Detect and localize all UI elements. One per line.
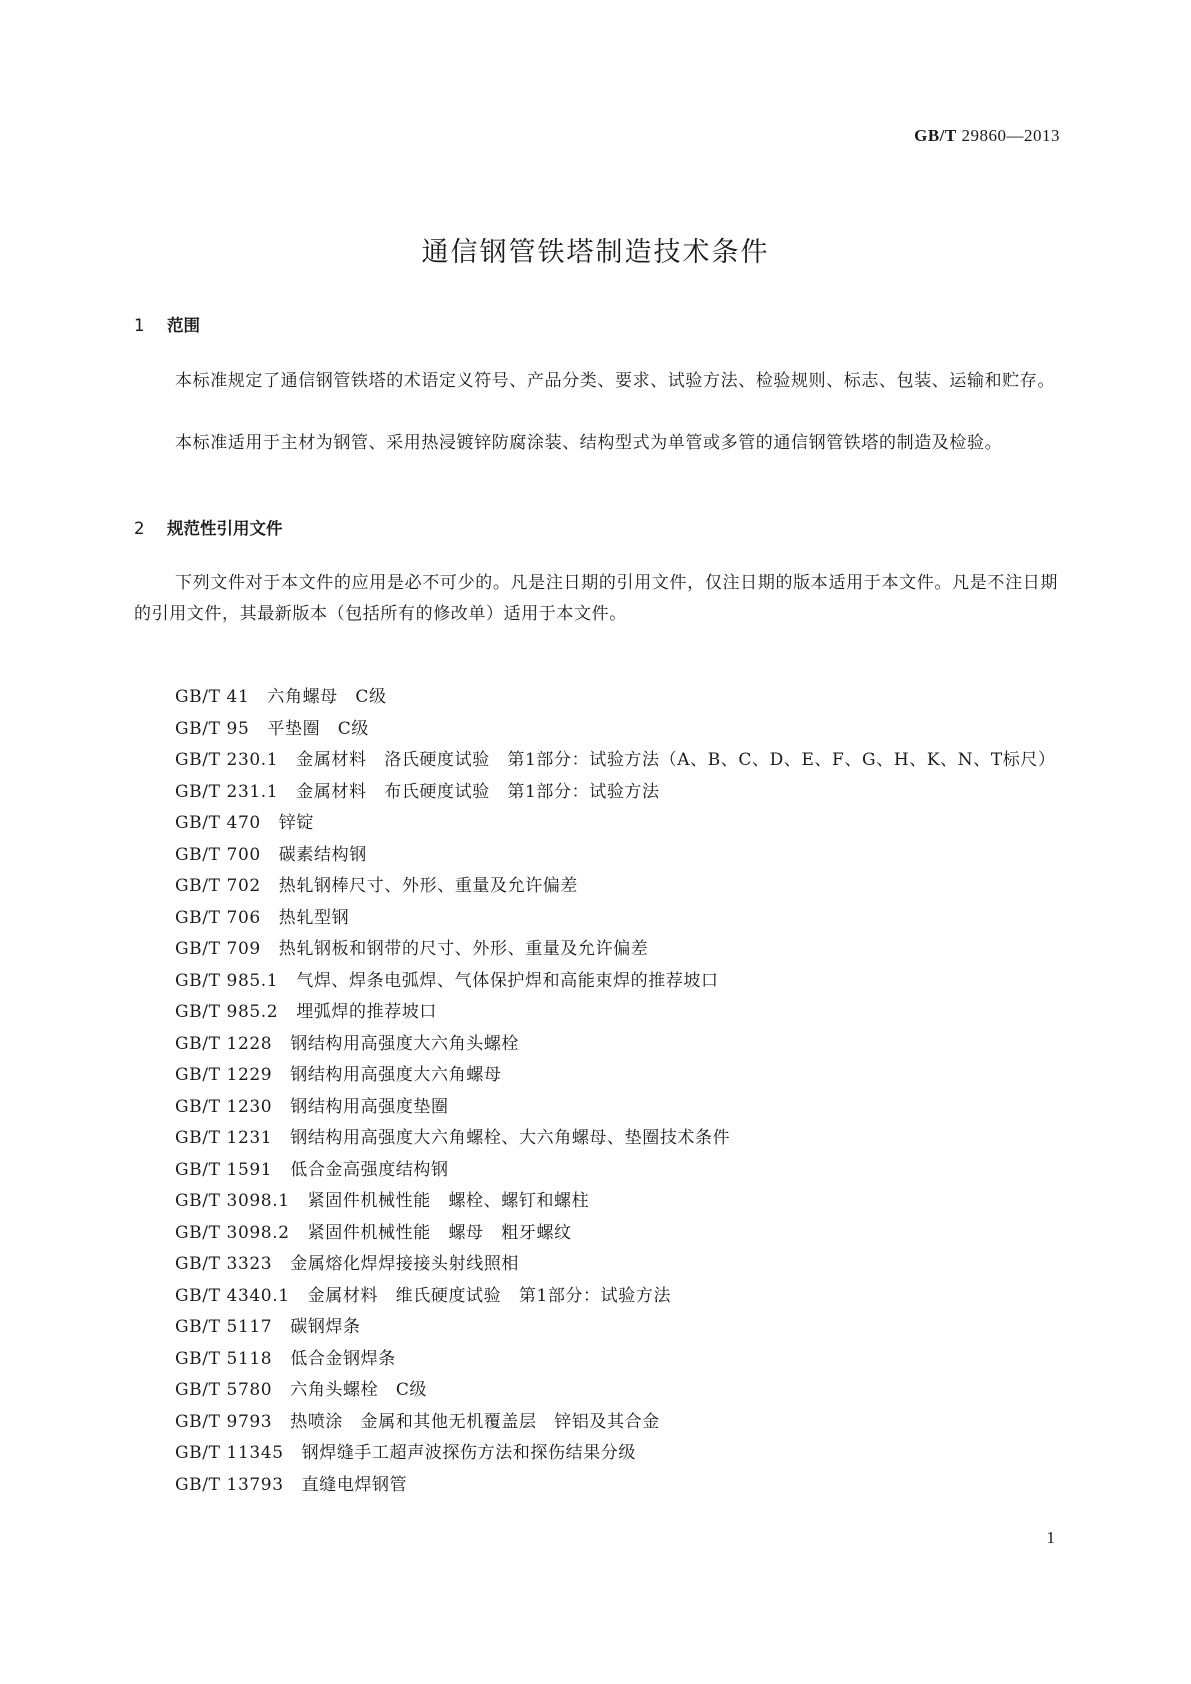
reference-item (134, 1281, 1058, 1313)
reference-item (134, 1060, 1058, 1092)
normative-references-list (134, 682, 1058, 1501)
reference-title: 锌锭 (278, 813, 314, 833)
reference-code: GB/T 700 (175, 844, 261, 865)
section-1-paragraph-2: 本标准适用于主材为钢管、采用热浸镀锌防腐涂装、结构型式为单管或多管的通信钢管铁塔的制造及检验。 (175, 433, 1003, 453)
reference-title: 钢结构用高强度垫圈 (290, 1096, 449, 1117)
reference-title: 热喷涂 金属和其他无机覆盖层 锌铝及其合金 (290, 1411, 660, 1432)
reference-code: GB/T 5118 (175, 1348, 273, 1369)
reference-title: 钢焊缝手工超声波探伤方法和探伤结果分级 (301, 1443, 637, 1463)
reference-title: 碳钢焊条 (290, 1317, 361, 1337)
reference-code: GB/T 95 (175, 718, 250, 739)
section-title: 范围 (167, 316, 200, 335)
reference-code: GB/T 1229 (175, 1065, 273, 1085)
reference-title: 直缝电焊钢管 (301, 1474, 408, 1495)
reference-item (134, 1092, 1058, 1124)
reference-code: GB/T 230.1 (175, 750, 279, 770)
reference-code: GB/T 231.1 (175, 781, 279, 802)
reference-code: GB/T 3098.2 (175, 1222, 290, 1243)
reference-item (134, 840, 1058, 872)
reference-title: 紧固件机械性能 螺母 粗牙螺纹 (307, 1222, 572, 1243)
document-title: 通信钢管铁塔制造技术条件 (421, 237, 770, 268)
reference-code: GB/T 13793 (175, 1474, 284, 1495)
reference-item (134, 1155, 1058, 1187)
section-number: 1 (134, 316, 145, 335)
reference-title: 六角头螺栓 C级 (290, 1380, 428, 1400)
reference-item (134, 1344, 1058, 1376)
reference-item (134, 1029, 1058, 1061)
reference-code: GB/T 3323 (175, 1254, 273, 1274)
section-2-paragraph-1: 下列文件对于本文件的应用是必不可少的。凡是注日期的引用文件，仅注日期的版本适用于本文件。凡是不注日期的引用文件，其最新版本（包括所有的修改单）适用于本文件。 (134, 573, 1058, 624)
reference-item (134, 1375, 1058, 1407)
reference-code: GB/T 3098.1 (175, 1191, 290, 1211)
reference-title: 低合金高强度结构钢 (290, 1159, 449, 1180)
reference-code: GB/T 1591 (175, 1159, 273, 1180)
reference-code: GB/T 470 (175, 813, 261, 833)
section-number: 2 (134, 519, 145, 538)
reference-item (134, 997, 1058, 1029)
reference-code: GB/T 706 (175, 907, 261, 928)
reference-code: GB/T 11345 (175, 1443, 284, 1463)
reference-item (134, 1407, 1058, 1439)
reference-code: GB/T 9793 (175, 1411, 273, 1432)
reference-title: 金属材料 布氏硬度试验 第1部分：试验方法 (296, 781, 660, 802)
reference-title: 热轧型钢 (278, 907, 350, 928)
reference-item (134, 1186, 1058, 1218)
section-title: 规范性引用文件 (167, 519, 283, 538)
reference-code: GB/T 1230 (175, 1096, 273, 1117)
reference-title: 气焊、焊条电弧焊、气体保护焊和高能束焊的推荐坡口 (296, 970, 719, 991)
reference-item (134, 808, 1058, 840)
reference-title: 热轧钢板和钢带的尺寸、外形、重量及允许偏差 (278, 939, 649, 959)
reference-code: GB/T 985.2 (175, 1002, 279, 1022)
reference-title: 钢结构用高强度大六角螺栓、大六角螺母、垫圈技术条件 (290, 1128, 731, 1148)
reference-title: 紧固件机械性能 螺栓、螺钉和螺柱 (307, 1191, 590, 1211)
reference-item (134, 1123, 1058, 1155)
reference-item (134, 1218, 1058, 1250)
standard-prefix: GB/T (914, 126, 957, 145)
reference-code: GB/T 1231 (175, 1128, 273, 1148)
reference-item (134, 934, 1058, 966)
section-1-heading (134, 312, 200, 336)
reference-code: GB/T 5780 (175, 1380, 273, 1400)
reference-item (134, 682, 1058, 714)
page-number: 1 (1046, 1528, 1055, 1547)
reference-title: 平垫圈 C级 (267, 718, 369, 739)
reference-item (134, 1438, 1058, 1470)
reference-code: GB/T 985.1 (175, 970, 279, 991)
reference-title: 碳素结构钢 (278, 844, 367, 865)
reference-title: 低合金钢焊条 (290, 1348, 396, 1369)
reference-code: GB/T 1228 (175, 1033, 273, 1054)
reference-item (134, 871, 1058, 903)
reference-title: 热轧钢棒尺寸、外形、重量及允许偏差 (278, 876, 578, 896)
reference-item (134, 745, 1058, 777)
reference-title: 钢结构用高强度大六角螺母 (290, 1065, 502, 1085)
reference-title: 金属材料 洛氏硬度试验 第1部分：试验方法（A、B、C、D、E、F、G、H、K、N、T标尺） (296, 750, 1056, 770)
standard-number: 29860—2013 (961, 126, 1060, 145)
section-1-paragraph-1: 本标准规定了通信钢管铁塔的术语定义符号、产品分类、要求、试验方法、检验规则、标志、包装、运输和贮存。 (175, 371, 1055, 391)
section-2-heading (134, 515, 283, 539)
reference-item (134, 714, 1058, 746)
reference-title: 金属材料 维氏硬度试验 第1部分：试验方法 (307, 1285, 672, 1306)
reference-code: GB/T 702 (175, 876, 261, 896)
reference-item (134, 777, 1058, 809)
reference-item (134, 1249, 1058, 1281)
reference-item (134, 1470, 1058, 1502)
standard-code (914, 126, 1060, 146)
reference-item (134, 1312, 1058, 1344)
reference-item (134, 903, 1058, 935)
reference-title: 六角螺母 C级 (267, 687, 387, 707)
reference-code: GB/T 41 (175, 687, 250, 707)
reference-code: GB/T 709 (175, 939, 261, 959)
reference-code: GB/T 5117 (175, 1317, 273, 1337)
reference-code: GB/T 4340.1 (175, 1285, 290, 1306)
reference-item (134, 966, 1058, 998)
reference-title: 埋弧焊的推荐坡口 (296, 1002, 438, 1022)
reference-title: 金属熔化焊焊接接头射线照相 (290, 1254, 520, 1274)
reference-title: 钢结构用高强度大六角头螺栓 (290, 1033, 520, 1054)
